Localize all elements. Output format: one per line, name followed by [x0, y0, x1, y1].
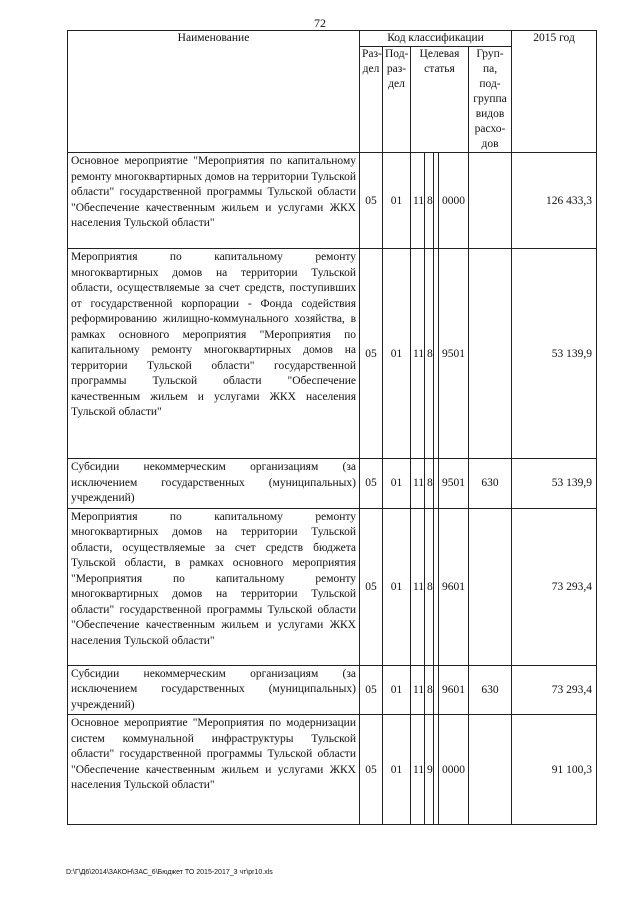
table-row	[68, 508, 597, 665]
row-target-subprogram: 8	[425, 665, 434, 715]
row-subsection: 01	[383, 459, 411, 509]
table-row	[68, 459, 597, 509]
budget-table	[67, 30, 597, 825]
row-expense-group	[469, 715, 512, 825]
table-row	[68, 665, 597, 715]
row-target-subprogram: 8	[425, 459, 434, 509]
row-target-program: 11	[411, 249, 425, 459]
row-section: 05	[360, 249, 383, 459]
row-target-subprogram: 8	[425, 508, 434, 665]
row-section: 05	[360, 715, 383, 825]
row-expense-group	[469, 153, 512, 249]
row-target-subprogram: 9	[425, 715, 434, 825]
row-amount: 73 293,4	[512, 665, 597, 715]
header-subsection: Под-раз-дел	[383, 47, 411, 153]
row-section: 05	[360, 153, 383, 249]
row-amount: 73 293,4	[512, 508, 597, 665]
row-name: Мероприятия по капитальному ремонту многоквартирных домов на территории Тульской области, осуществляемые за счет средств, поступивших от государственной корпорации - Фонда содействия реформированию жилищно-коммунального хозяйства, в рамках основного мероприятия "Мероприятия по капитальному ремонту многоквартирных домов на территории Тульской области" государственной программы Тульской области "Обеспечение качественным жильем и услугами ЖКХ населения Тульской области"	[68, 249, 360, 459]
footer-path: D:\Г\Д6\2014\ЗАКОН\ЗАС_6\Бюджет ТО 2015-2017_3 чт\pr10.xls	[66, 869, 273, 876]
row-target-code: 0000	[439, 715, 469, 825]
row-subsection: 01	[383, 508, 411, 665]
row-target-code: 9501	[439, 459, 469, 509]
row-target-program: 11	[411, 665, 425, 715]
row-name: Основное мероприятие "Мероприятия по модернизации систем коммунальной инфраструктуры Тульской области" государственной программы Тульской области "Обеспечение качественным жильем и услугами ЖКХ населения Тульской области"	[68, 715, 360, 825]
row-target-code: 9601	[439, 665, 469, 715]
row-section: 05	[360, 665, 383, 715]
row-subsection: 01	[383, 249, 411, 459]
row-name: Мероприятия по капитальному ремонту многоквартирных домов на территории Тульской области, осуществляемые за счет средств бюджета Тульской области, в рамках основного мероприятия "Мероприятия по капитальному ремонту многоквартирных домов на территории Тульской области" государственной программы Тульской области "Обеспечение качественным жильем и услугами ЖКХ населения Тульской области"	[68, 508, 360, 665]
row-expense-group	[469, 508, 512, 665]
row-name: Основное мероприятие "Мероприятия по капитальному ремонту многоквартирных домов на территории Тульской области" государственной программы Тульской области "Обеспечение качественным жильем и услугами ЖКХ населения Тульской области"	[68, 153, 360, 249]
row-section: 05	[360, 459, 383, 509]
row-target-subprogram: 8	[425, 249, 434, 459]
row-target-program: 11	[411, 715, 425, 825]
page-number: 72	[314, 16, 326, 30]
row-expense-group: 630	[469, 665, 512, 715]
row-amount: 91 100,3	[512, 715, 597, 825]
row-target-code: 9501	[439, 249, 469, 459]
row-subsection: 01	[383, 715, 411, 825]
header-group: Груп-па, под-группа видов расхо-дов	[469, 47, 512, 153]
row-name: Субсидии некоммерческим организациям (за исключением государственных (муниципальных) учреждений)	[68, 665, 360, 715]
header-target: Целевая статья	[411, 47, 469, 153]
row-section: 05	[360, 508, 383, 665]
row-expense-group	[469, 249, 512, 459]
row-subsection: 01	[383, 665, 411, 715]
row-amount: 126 433,3	[512, 153, 597, 249]
row-target-program: 11	[411, 459, 425, 509]
table-row	[68, 249, 597, 459]
header-section: Раз-дел	[360, 47, 383, 153]
row-name: Субсидии некоммерческим организациям (за исключением государственных (муниципальных) учреждений)	[68, 459, 360, 509]
row-target-program: 11	[411, 153, 425, 249]
row-amount: 53 139,9	[512, 249, 597, 459]
row-amount: 53 139,9	[512, 459, 597, 509]
header-year: 2015 год	[512, 31, 597, 153]
table-row	[68, 153, 597, 249]
row-target-subprogram: 8	[425, 153, 434, 249]
table-header	[68, 31, 597, 153]
header-name: Наименование	[68, 31, 360, 153]
header-classification: Код классификации	[360, 31, 512, 47]
row-target-code: 0000	[439, 153, 469, 249]
row-target-code: 9601	[439, 508, 469, 665]
row-expense-group: 630	[469, 459, 512, 509]
table-body	[68, 153, 597, 825]
table-row	[68, 715, 597, 825]
row-target-program: 11	[411, 508, 425, 665]
row-subsection: 01	[383, 153, 411, 249]
